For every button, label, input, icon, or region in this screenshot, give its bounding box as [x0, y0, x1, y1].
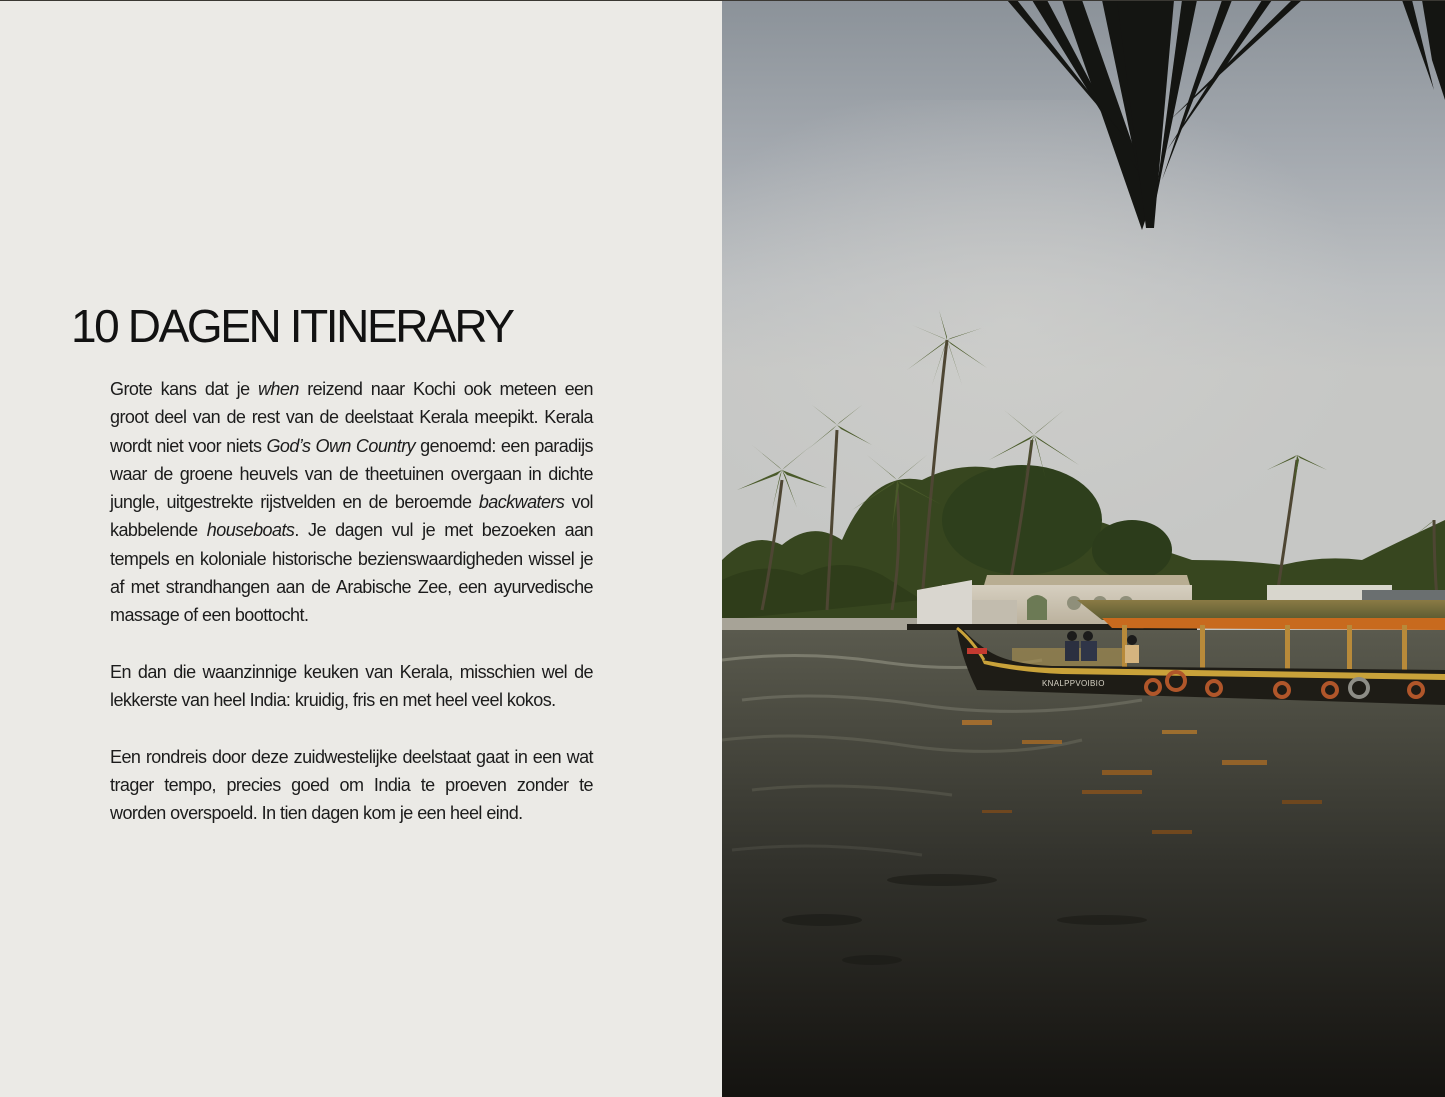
italic-phrase: God’s Own Country: [266, 435, 416, 456]
text-segment: . Je dagen vul je met bezoeken aan tempels en koloniale historische bezienswaardigheden wissel je af met strandhangen aan de Arabische Zee, een ayurvedische massage of een boottocht.: [110, 520, 593, 626]
paragraph-cuisine: [110, 658, 593, 715]
text-segment: En dan die waanzinnige keuken van Kerala, misschien wel de lekkerste van heel India: kruidig, fris en met heel veel kokos.: [110, 661, 593, 711]
page-title: 10 DAGEN ITINERARY: [71, 300, 513, 352]
text-segment: vol kabbelende: [110, 492, 593, 541]
text-segment: Grote kans dat je: [110, 379, 258, 399]
text-segment: reizend naar Kochi ook meteen een groot deel van de rest van de deelstaat Kerala meepikt. Kerala wordt niet voor niets: [110, 379, 593, 456]
photo-illustration: [722, 0, 1445, 1097]
boat-name: KNALPPVOIBIO: [1042, 679, 1105, 688]
right-page: [722, 0, 1445, 1097]
text-segment: Een rondreis door deze zuidwestelijke deelstaat gaat in een wat trager tempo, precies goed om India te proeven zonder te worden overspoeld. In tien dagen kom je een heel eind.: [110, 746, 593, 824]
paragraph-roundtrip: [110, 743, 593, 828]
backwaters-photo: [722, 0, 1445, 1097]
left-page: [0, 0, 722, 1097]
italic-phrase: houseboats: [206, 520, 295, 541]
italic-phrase: backwaters: [478, 492, 565, 513]
paragraph-intro: [110, 375, 593, 630]
top-edge-line: [0, 0, 1445, 1]
text-segment: genoemd: een paradijs waar de groene heuvels van de theetuinen overgaan in dichte jungle, uitgestrekte rijstvelden en de beroemde: [110, 435, 594, 513]
body-text: [110, 375, 593, 856]
italic-phrase: when: [257, 379, 299, 399]
